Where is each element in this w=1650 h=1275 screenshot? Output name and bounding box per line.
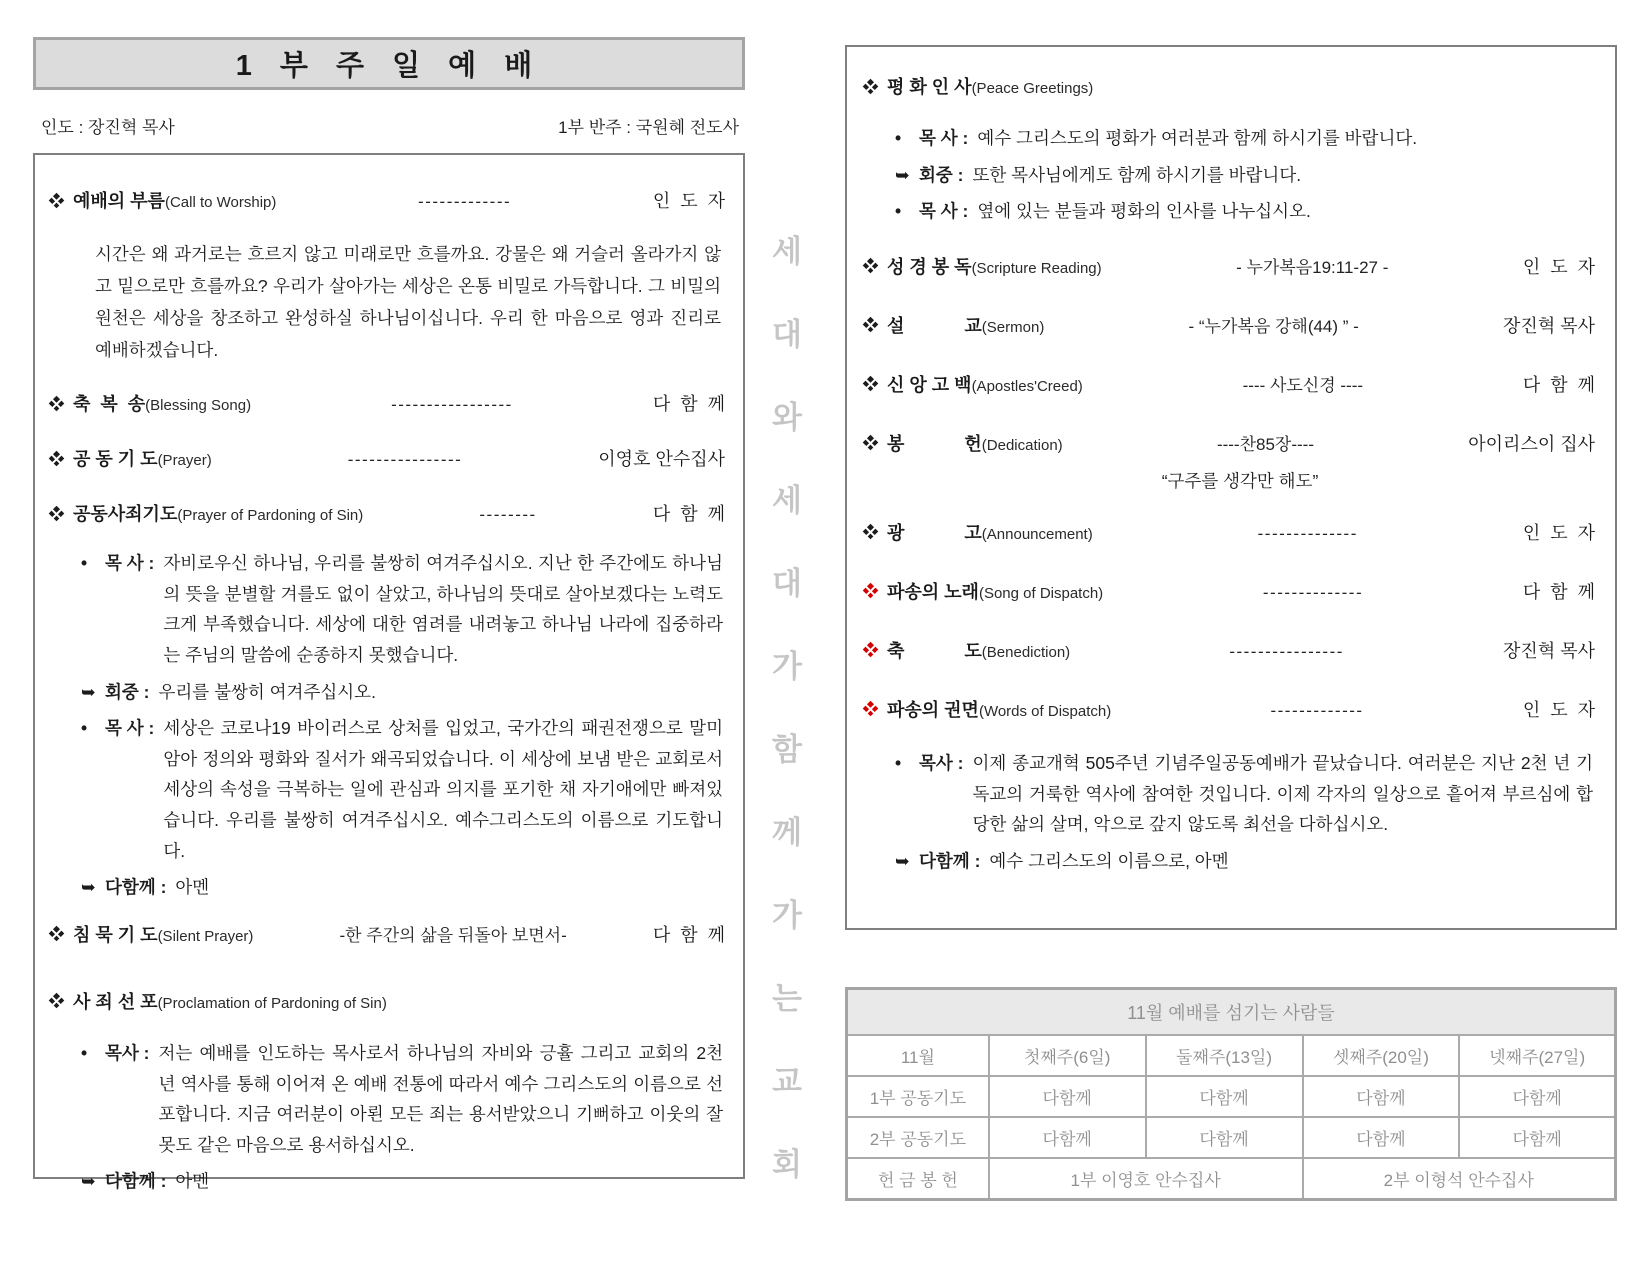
hymn-title: “구주를 생각만 해도” [1161, 470, 1319, 491]
cell: 다함께 [1146, 1076, 1303, 1117]
worship-item-benediction [865, 637, 1595, 663]
bullet-icon: • [895, 128, 902, 148]
item-title-ko: 봉 헌 [887, 433, 982, 454]
speaker-text: 아멘 [175, 1171, 210, 1192]
item-performer: 장진혁 목사 [1503, 315, 1595, 336]
right-column [845, 45, 1617, 1201]
order-of-worship-box-right [845, 45, 1617, 930]
speaker-text: 옆에 있는 분들과 평화의 인사를 나누십시오. [977, 201, 1311, 222]
item-sermon-title: - “누가복음 강해(44) ” - [1188, 316, 1359, 336]
worship-item-dispatch-song [865, 578, 1595, 604]
item-performer: 인 도 자 [1522, 256, 1595, 277]
church-slogan-vertical [766, 226, 808, 1184]
item-performer: 인 도 자 [1522, 522, 1595, 543]
item-title-ko: 공 동 기 도 [73, 449, 158, 470]
speaker-text: 예수 그리스도의 이름으로, 아멘 [989, 850, 1229, 871]
cell: 다함께 [1303, 1076, 1460, 1117]
item-performer: 다 함 께 [1522, 374, 1595, 395]
worship-item-blessing-song [51, 390, 725, 416]
item-dashes: ---------------- [1229, 641, 1344, 661]
item-performer: 장진혁 목사 [1503, 640, 1595, 661]
item-title-en: (Call to Worship) [164, 194, 277, 211]
red-diamond-icon [863, 701, 879, 717]
worship-item-peace-greetings [865, 73, 1595, 99]
speaker-label: 목사 : [105, 1042, 150, 1063]
diamond-icon [863, 376, 879, 392]
worship-item-dispatch-words [865, 696, 1595, 722]
dedication-hymn-title-line [865, 468, 1595, 493]
speaker-text: 세상은 코로나19 바이러스로 상처를 입었고, 국가간의 패권전쟁으로 말미암아 정의와 평화와 질서가 왜곡되었습니다. 이 세상에 보냄 받은 교회로서 세상의 속성을 극복하는 일에 관심과 의지를 포기한 채 자기애에만 빠져있습니다. 우리를 불쌍히 여겨주십시오. 예수그리스도의 이름으로 기도합니다. [163, 718, 723, 861]
col-header: 셋째주(20일) [1303, 1035, 1460, 1076]
item-title-en: (Scripture Reading) [971, 259, 1102, 277]
worship-item-sermon [865, 312, 1595, 338]
diamond-icon [863, 435, 879, 451]
diamond-icon [863, 78, 879, 94]
dialog-line-congregation [895, 160, 1593, 191]
reply-arrow-icon: ➥ [895, 164, 910, 185]
speaker-text: 이제 종교개혁 505주년 기념주일공동예배가 끝났습니다. 여러분은 지난 2천 년 기독교의 거룩한 역사에 참여한 것입니다. 이제 각자의 일상으로 흩어져 부르심에 합당한 삶의 살며, 악으로 갚지 않도록 최선을 다하십시오. [972, 752, 1593, 835]
slogan-char: 가 [772, 898, 802, 933]
red-diamond-icon [863, 583, 879, 599]
serving-schedule-table [845, 987, 1617, 1201]
row-label: 2부 공동기도 [847, 1117, 989, 1158]
worship-item-pardon-prayer [51, 500, 725, 526]
col-header: 둘째주(13일) [1146, 1035, 1303, 1076]
row-label: 1부 공동기도 [847, 1076, 989, 1117]
table-header-row [847, 1035, 1616, 1076]
call-to-worship-text: 시간은 왜 과거로는 흐르지 않고 미래로만 흐를까요. 강물은 왜 거슬러 올라가지 않고 밑으로만 흐를까요? 우리가 살아가는 세상은 온통 비밀로 가득합니다. 그 비밀의 원천은 세상을 창조하고 완성하실 하나님이십니다. 우리 한 마음으로 영과 진리로 예배하겠습니다. [95, 244, 721, 361]
dialog-line-pastor [895, 196, 1593, 227]
speaker-label: 다함께 : [919, 850, 981, 871]
cell: 1부 이영호 안수집사 [989, 1158, 1303, 1200]
item-note: ---- 사도신경 ---- [1242, 375, 1364, 395]
bullet-icon: • [895, 201, 902, 222]
speaker-label: 회중 : [105, 681, 150, 702]
dialog-line-pastor [81, 1038, 723, 1161]
cell: 다함께 [1459, 1117, 1615, 1158]
reply-arrow-icon: ➥ [895, 850, 910, 871]
item-title-ko: 축 복 송 [73, 394, 146, 415]
item-title-en: (Prayer) [157, 452, 212, 470]
item-title-ko: 신 앙 고 백 [887, 374, 972, 395]
table-title: 11월 예배를 섬기는 사람들 [847, 989, 1616, 1036]
item-performer: 다 함 께 [652, 504, 725, 525]
cell: 다함께 [1146, 1117, 1303, 1158]
slogan-char: 가 [772, 649, 802, 684]
dialog-line-all [81, 1166, 723, 1197]
worship-item-proclamation [51, 988, 725, 1014]
reply-arrow-icon: ➥ [81, 1171, 96, 1192]
item-title-en: (Proclamation of Pardoning of Sin) [157, 994, 387, 1012]
bullet-icon: • [81, 718, 88, 739]
table-row-offering [847, 1158, 1616, 1200]
col-header: 넷째주(27일) [1459, 1035, 1615, 1076]
speaker-text: 아멘 [175, 877, 210, 898]
diamond-icon [863, 258, 879, 274]
item-dashes: ------------- [1270, 700, 1364, 720]
service-accompanist: 1부 반주 : 국원혜 전도사 [558, 118, 739, 137]
page-title-banner [33, 37, 745, 90]
item-title-ko: 침 묵 기 도 [73, 924, 158, 945]
diamond-icon [863, 524, 879, 540]
speaker-label: 목 사 : [919, 128, 969, 148]
speaker-label: 목 사 : [105, 718, 155, 739]
diamond-icon [49, 450, 65, 466]
item-performer: 아이리스이 집사 [1468, 433, 1595, 454]
item-title-ko: 광 고 [887, 522, 982, 543]
item-hymn-number: ----찬85장---- [1216, 434, 1314, 454]
item-title-ko: 축 도 [887, 640, 982, 661]
item-title-en: (Benediction) [981, 643, 1071, 661]
speaker-text: 자비로우신 하나님, 우리를 불쌍히 여겨주십시오. 지난 한 주간에도 하나님의 뜻을 분별할 겨를도 없이 살았고, 하나님의 뜻대로 살아보겠다는 노력도 크게 부족했습니다. 세상에 대한 염려를 내려놓고 하나님 나라에 집중하라는 주님의 말씀에 순종하지 못했습니다. [163, 553, 723, 665]
dialog-line-all [81, 872, 723, 903]
item-performer: 이영호 안수집사 [598, 449, 725, 470]
slogan-char: 세 [772, 234, 802, 269]
item-title-ko: 예배의 부름 [73, 191, 165, 211]
order-of-worship-box-left [33, 153, 745, 1192]
speaker-label: 목 사 : [919, 201, 969, 222]
item-performer: 인 도 자 [1522, 699, 1595, 720]
table-title-row [847, 989, 1616, 1036]
item-note: -한 주간의 삶을 뒤돌아 보면서- [339, 925, 567, 945]
diamond-icon [49, 505, 65, 521]
item-dashes: -------- [479, 505, 537, 525]
speaker-label: 목사 : [919, 752, 964, 773]
item-title-en: (Announcement) [981, 525, 1093, 543]
item-performer: 인 도 자 [652, 191, 725, 211]
item-title-en: (Silent Prayer) [157, 927, 254, 945]
item-title-en: (Dedication) [981, 436, 1063, 454]
cell: 다함께 [989, 1117, 1146, 1158]
speaker-text: 예수 그리스도의 평화가 여러분과 함께 하시기를 바랍니다. [977, 128, 1418, 148]
slogan-char: 함 [772, 732, 802, 767]
item-title-ko: 설 교 [887, 315, 982, 336]
speaker-label: 다함께 : [105, 877, 167, 898]
reply-arrow-icon: ➥ [81, 877, 96, 898]
item-dashes: ----------------- [391, 395, 513, 415]
worship-item-call-to-worship [51, 187, 725, 213]
diamond-icon [49, 192, 65, 208]
slogan-char: 께 [772, 815, 802, 850]
bullet-icon: • [895, 752, 902, 773]
cell: 다함께 [989, 1076, 1146, 1117]
speaker-text: 또한 목사님에게도 함께 하시기를 바랍니다. [972, 164, 1302, 185]
item-title-en: (Prayer of Pardoning of Sin) [177, 507, 364, 525]
speaker-label: 목 사 : [105, 553, 155, 574]
item-title-ko: 공동사죄기도 [73, 504, 178, 525]
worship-item-dedication [865, 430, 1595, 456]
dialog-line-pastor [81, 548, 723, 671]
worship-item-silent-prayer [51, 921, 725, 947]
col-header: 첫째주(6일) [989, 1035, 1146, 1076]
reply-arrow-icon: ➥ [81, 681, 96, 702]
service-credits [41, 113, 739, 138]
item-title-ko: 파송의 노래 [887, 581, 979, 602]
item-dashes: -------------- [1257, 523, 1358, 543]
item-dashes: ---------------- [347, 450, 463, 470]
cell: 2부 이형석 안수집사 [1303, 1158, 1616, 1200]
slogan-char: 대 [772, 317, 802, 352]
dialog-line-pastor [895, 123, 1593, 154]
service-leader: 인도 : 장진혁 목사 [41, 118, 175, 137]
diamond-icon [49, 395, 65, 411]
col-header: 11월 [847, 1035, 989, 1076]
item-title-en: (Words of Dispatch) [978, 702, 1112, 720]
dialog-line-all [895, 846, 1593, 877]
slogan-char: 대 [772, 566, 802, 601]
item-title-en: (Song of Dispatch) [978, 584, 1104, 602]
left-column [33, 37, 745, 1192]
item-title-ko: 파송의 권면 [887, 699, 979, 720]
diamond-icon [863, 317, 879, 333]
slogan-char: 는 [772, 981, 802, 1016]
slogan-char: 회 [772, 1147, 802, 1182]
red-diamond-icon [863, 642, 879, 658]
slogan-char: 와 [772, 400, 802, 435]
item-title-en: (Apostles'Creed) [971, 377, 1083, 395]
item-title-ko: 성 경 봉 독 [887, 256, 972, 277]
bullet-icon: • [81, 553, 88, 574]
item-performer: 다 함 께 [1522, 581, 1595, 602]
diamond-icon [49, 926, 65, 942]
item-title-en: (Blessing Song) [145, 397, 252, 415]
dialog-line-congregation [81, 677, 723, 708]
item-title-ko: 평 화 인 사 [887, 77, 972, 97]
speaker-label: 다함께 : [105, 1171, 167, 1192]
page-title: 1 부 주 일 예 배 [235, 50, 543, 82]
speaker-label: 회중 : [919, 164, 964, 185]
slogan-char: 세 [772, 483, 802, 518]
row-label: 헌 금 봉 헌 [847, 1158, 989, 1200]
item-title-ko: 사 죄 선 포 [73, 991, 158, 1012]
worship-item-announcement [865, 519, 1595, 545]
slogan-char: 교 [772, 1064, 802, 1099]
worship-item-scripture-reading [865, 253, 1595, 279]
cell: 다함께 [1459, 1076, 1615, 1117]
cell: 다함께 [1303, 1117, 1460, 1158]
item-title-en: (Peace Greetings) [971, 80, 1094, 97]
item-title-en: (Sermon) [981, 318, 1045, 336]
item-passage: - 누가복음19:11-27 - [1236, 257, 1389, 277]
speaker-text: 저는 예배를 인도하는 목사로서 하나님의 자비와 긍휼 그리고 교회의 2천 년 역사를 통해 이어져 온 예배 전통에 따라서 예수 그리스도의 이름으로 선포합니다. 지금 여러분이 아뢴 모든 죄는 용서받았으니 기뻐하고 이웃의 잘못도 같은 마음으로 용서하십시오. [158, 1042, 723, 1155]
bullet-icon: • [81, 1042, 88, 1063]
item-performer: 다 함 께 [652, 394, 725, 415]
diamond-icon [49, 993, 65, 1009]
worship-item-prayer [51, 445, 725, 471]
item-dashes: ------------- [418, 192, 512, 211]
table-row [847, 1076, 1616, 1117]
dialog-line-pastor [81, 713, 723, 866]
worship-item-creed [865, 371, 1595, 397]
dialog-line-pastor [895, 748, 1593, 840]
speaker-text: 우리를 불쌍히 여겨주십시오. [158, 681, 376, 702]
table-row [847, 1117, 1616, 1158]
item-performer: 다 함 께 [652, 924, 725, 945]
item-dashes: -------------- [1262, 582, 1364, 602]
